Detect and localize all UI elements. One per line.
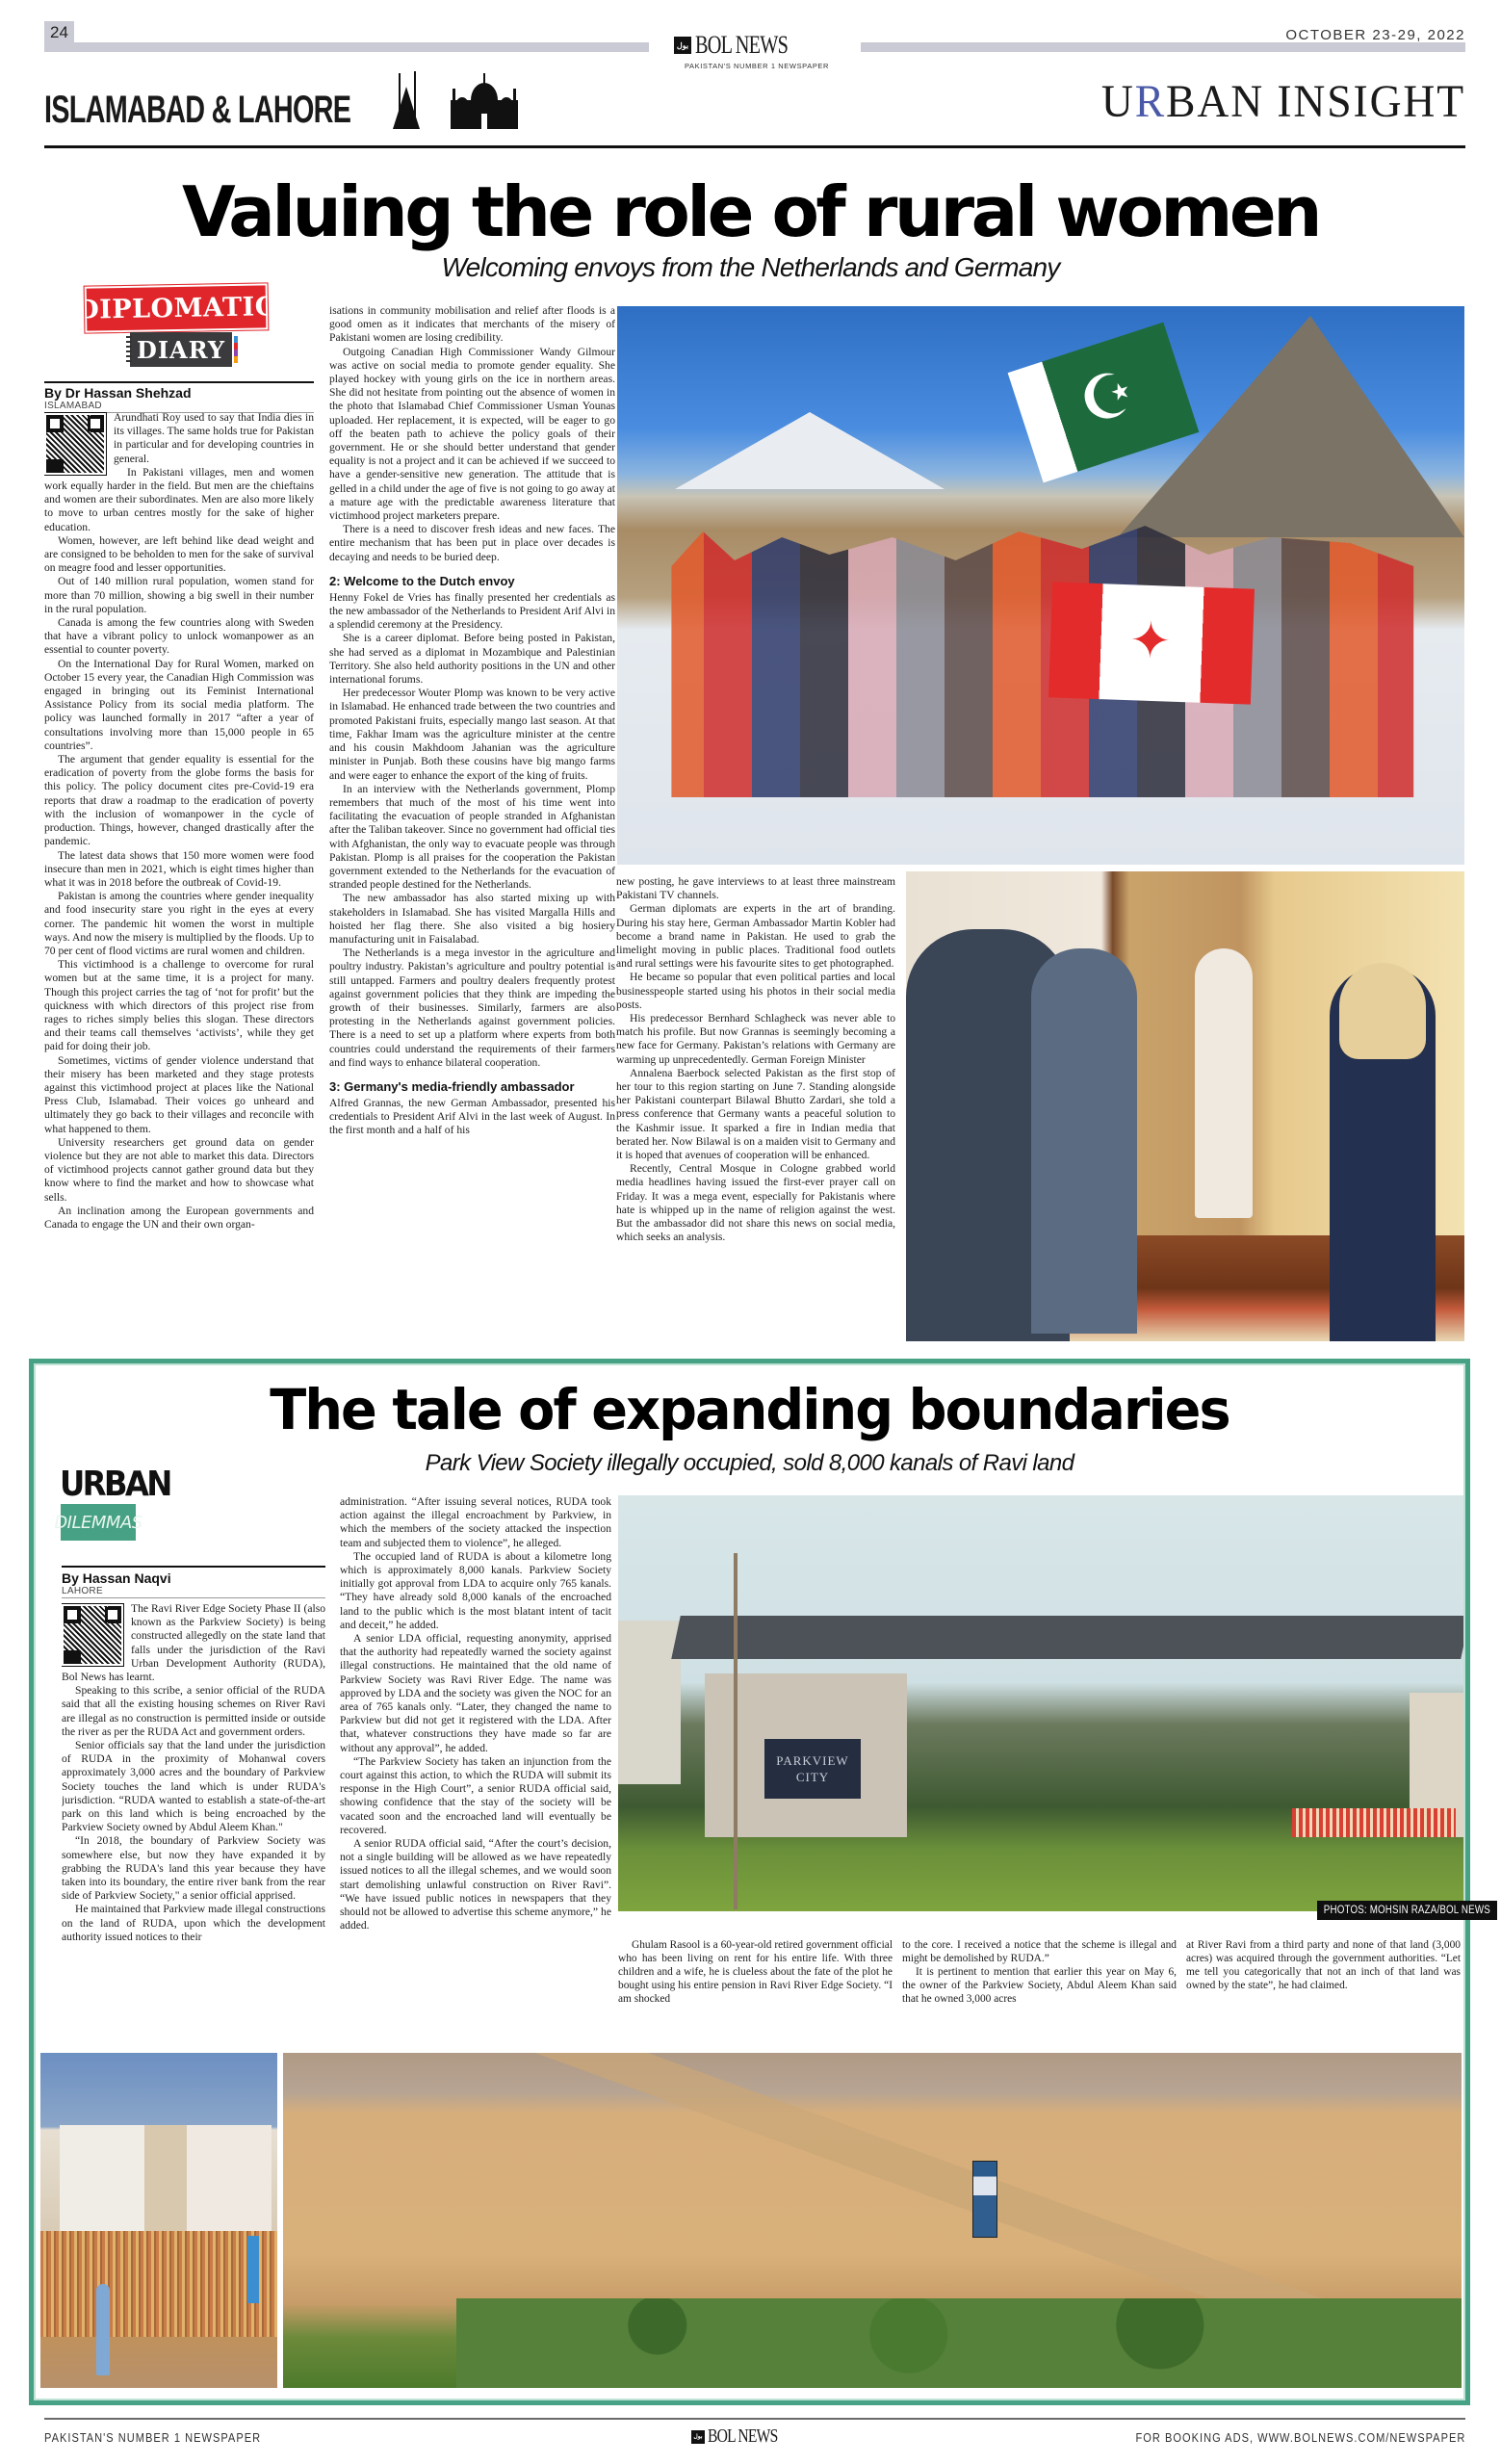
paragraph: This victimhood is a challenge to overcome for rural women but at the same time, it is a project for many. Though this project carries the tag of ‘not for profit’ but the quickness with which directors of this project rise from rages to riches simply belies this slogan. These directors and their teams call themselves ‘activists’, while they get paid for doing their job.	[44, 958, 314, 1053]
article1-column-3	[616, 875, 895, 1337]
truck-icon	[972, 2161, 997, 2238]
dirt-road	[495, 2053, 1322, 2335]
photo-parkview-gate	[618, 1495, 1463, 1911]
paragraph: Alfred Grannas, the new German Ambassador, presented his credentials to President Arif Alvi in the last week of August. In the first month and a half of his	[329, 1096, 615, 1137]
bol-news-logo	[672, 31, 841, 70]
paragraph: Sometimes, victims of gender violence understand that their misery has been marketed and they stage protests against this victimhood project at places like the National Press Club, Islamabad. Their voices go unheard and ultimately they go back to their villages and reconcile with what happened to them.	[44, 1053, 314, 1135]
section-title-cities	[44, 67, 518, 129]
byline-divider	[62, 1597, 325, 1598]
paragraph: An inclination among the European governments and Canada to engage the UN and their own organ-	[44, 1204, 314, 1231]
diplomatic-diary-logo-bottom	[130, 332, 232, 367]
paragraph: University researchers get ground data on gender violence but they are not able to market this data. Directors of victimhood projects cannot gather ground data but they know where to find the market and how to showcase what sells.	[44, 1135, 314, 1204]
parkview-city-sign	[764, 1739, 861, 1799]
paragraph: Out of 140 million rural population, women stand for more than 70 million, showing a big swell in their number in the rural population.	[44, 575, 314, 615]
article2-headline: The tale of expanding boundaries	[270, 1377, 1229, 1442]
section-title-text: ISLAMABAD & LAHORE	[44, 89, 351, 131]
diary-label: DIARY	[137, 335, 225, 364]
issue-date: OCTOBER 23-29, 2022	[1285, 27, 1465, 43]
article1-column-2	[329, 304, 615, 1350]
paragraph: The occupied land of RUDA is about a kilometre long which is approximately 8,000 kanals. Parkview Society initially got approval from LDA to acquire only 765 kanals. “They have already sold 8,000 kanals of the encroached land to the public which is the most blatant intent of tacit and deceit,” he added.	[340, 1549, 611, 1631]
photo-riverbed-truck	[283, 2053, 1462, 2388]
paragraph: The argument that gender equality is essential for the eradication of poverty from the globe forms the basis for this policy. The policy document cites pre-Covid-19 era reports that draw a roadmap to the eradication of poverty with the inclusion of womanpower in the cycle of production. Things, however, changed drastically after the pandemic.	[44, 753, 314, 848]
paragraph: A senior RUDA official said, “After the court’s decision, not a single building will be allowed as we have repeatedly issued notices to all the illegal schemes, and we would soon start demolishing unlawful construction on River Ravi”. “We have issued public notices in newspapers that they should not be allowed to advertise this scheme anymore,” he added.	[340, 1837, 611, 1932]
paragraph: There is a need to discover fresh ideas and new faces. The entire mechanism that has been put in place over decades is decaying and needs to be buried deep.	[329, 523, 615, 563]
logo-tagline: PAKISTAN'S NUMBER 1 NEWSPAPER	[684, 62, 830, 70]
trees-shape	[456, 2298, 1462, 2388]
paragraph: She is a career diplomat. Before being posted in Pakistan, she had served as a diplomat in Mozambique and Palestinian Territory. She also held authority positions in the UN and other international forums.	[329, 632, 615, 687]
masthead-rule	[44, 145, 1465, 148]
canada-flag-icon	[1048, 582, 1255, 704]
building-shape	[618, 1621, 681, 1784]
photo-credit: PHOTOS: MOHSIN RAZA/BOL NEWS	[1317, 1901, 1497, 1920]
paragraph: Annalena Baerbock selected Pakistan as the first stop of her tour to this region starting on June 7. Standing alongside her Pakistani counterpart Bilawal Bhutto Zardari, she told a press conference that Germany wants a peaceful solution to the Kashmir issue. It sparked a fire in Indian media that berated her. Now Bilawal is on a maiden visit to Germany and it is hoped that avenues of cooperation will be enhanced.	[616, 1066, 895, 1162]
urban-insight-part: BAN INSIGHT	[1166, 76, 1465, 127]
palm-tree	[734, 1553, 738, 1909]
paragraph: new posting, he gave interviews to at least three mainstream Pakistani TV channels.	[616, 875, 895, 902]
footer-logo	[691, 2425, 823, 2448]
paragraph: German diplomats are experts in the art of branding. During his stay here, German Ambassador Martin Kobler had become a brand name in Pakistan. He used to grab the limelight moving in public places. Traditional food outlets and rural settings were his favourite sites to get photographed.	[616, 902, 895, 971]
paragraph: isations in community mobilisation and relief after floods is a good omen as it indicates that merchants of the misery of Pakistani women are losing credibility.	[329, 304, 615, 345]
byline-rule	[62, 1566, 325, 1568]
article1-headline: Valuing the role of rural women	[181, 171, 1320, 252]
paragraph: The latest data shows that 150 more women were food insecure than men in 2021, which is eight times higher than what it was in 2018 before the outbreak of Covid-19.	[44, 848, 314, 889]
mosque-skyline-icon	[393, 67, 518, 129]
paragraph: Women, however, are left behind like dead weight and are consigned to be beholden to men for the sake of survival on meagre food and lesser opportunities.	[44, 533, 314, 575]
paragraph: Her predecessor Wouter Plomp was known to be very active in Islamabad. He enhanced trade between the two countries and promoted Pakistani fruits, especially mango last season. At that time, Fakhar Imam was the agriculture minister at the centre and his cousin Makhdoom Jahanian was the agriculture minister in Punjab. Both these cousins have big mango farms and were eager to enhance the export of the king of fruits.	[329, 687, 615, 782]
snow-peak-shape	[675, 412, 945, 489]
bol-logo-icon: بول	[674, 37, 691, 54]
paragraph: Canada is among the few countries along with Sweden that have a vibrant policy to unlock womanpower as an essential to counter poverty.	[44, 616, 314, 657]
paragraph: “The Parkview Society has taken an injunction from the court against this action, to which the RUDA will submit its response in the High Court”, a senior RUDA official said, showing confidence that the stay of the society will be vacated soon and the encroached land will eventually be recovered.	[340, 1754, 611, 1836]
photo-ice-hockey-flags	[617, 306, 1464, 865]
photo-houses-huts	[40, 2053, 277, 2388]
paragraph: Pakistan is among the countries where gender inequality and food insecurity stare you right in the eyes at every corner. The pandemic hit women the worst in multiple ways. And now the misery is multiplied by the floods. Up to 70 per cent of flood victims are rural women and children.	[44, 890, 314, 957]
logo-wordmark: BOL NEWS	[695, 31, 789, 59]
urban-insight-part: U	[1100, 76, 1135, 127]
article2-subheadline: Park View Society illegally occupied, sold 8,000 kanals of Ravi land	[425, 1450, 1074, 1476]
urban-dilemmas-logo-bottom: DILEMMAS	[61, 1504, 136, 1541]
paragraph: “In 2018, the boundary of Parkview Society was somewhere else, but now they have expanded it by grabbing the RUDA's land this year because they have taken into its boundary, the entire river bank from the rear side of Parkview Society," a senior official apprised.	[62, 1834, 325, 1903]
ceremonial-guard	[1195, 948, 1253, 1218]
bol-logo-icon: بول	[691, 2430, 705, 2444]
paragraph: In Pakistani villages, men and women work equally harder in the field. But men are the chieftains and women are their subordinates. Men are also more likely to move to urban centres mostly for the sake of higher education.	[44, 465, 314, 533]
sign-line: CITY	[795, 1770, 830, 1784]
article2-column-3	[618, 1939, 893, 2055]
paragraph: It is pertinent to mention that earlier this year on May 6, the owner of the Parkview Society, Abdul Aleem Khan said that he owned 3,000 acres	[902, 1965, 1177, 2005]
article1-column-1	[44, 411, 314, 1336]
sign-line: PARKVIEW	[776, 1753, 849, 1768]
footer-ads-link[interactable]: FOR BOOKING ADS, WWW.BOLNEWS.COM/NEWSPAPER	[1135, 2430, 1465, 2445]
paragraph: The Netherlands is a mega investor in the agriculture and poultry industry. Pakistan’s agriculture and poultry potential is still untapped. Farmers and poultry dealers frequently protest against government policies that they think are impeding the growth of their businesses. Similarly, farmers are also protesting in the Netherlands against government policies. There is a need to set up a platform where experts from both countries could understand the requirements of their farmers and find ways to enhance bilateral cooperation.	[329, 947, 615, 1069]
footer-logo-wordmark: BOL NEWS	[708, 2425, 778, 2447]
paragraph: On the International Day for Rural Women, marked on October 15 every year, the Canadian High Commission was engaged in bringing out its Feminist International Assistance Policy from its social media platform. The policy was launched formally in 2017 “after a year of consultations involving more than 15,000 people in 65 countries”.	[44, 657, 314, 752]
page-number: 24	[44, 21, 74, 52]
paragraph: The new ambassador has also started mixing up with stakeholders in Islamabad. She has visited Margalla Hills and hoisted her flag there. She also visited a big hosiery manufacturing unit in Faisalabad.	[329, 892, 615, 946]
section-title-urban-insight	[1101, 75, 1465, 128]
article2-byline: By Hassan Naqvi	[62, 1570, 171, 1586]
subhead-dutch-envoy: 2: Welcome to the Dutch envoy	[329, 573, 515, 588]
blue-tarp	[247, 2236, 259, 2303]
paragraph: administration. “After issuing several notices, RUDA took action against the illegal encroachment by Parkview, in which the members of the society attacked the inspection team and subjected them to violence”, he alleged.	[340, 1495, 611, 1549]
paragraph: Henny Fokel de Vries has finally presented her credentials as the new ambassador of the Netherlands to President Arif Alvi in a splendid ceremony at the Presidency.	[329, 590, 615, 632]
masthead-bar-left	[44, 42, 649, 52]
bamboo-fence	[40, 2231, 277, 2337]
article2-column-1	[62, 1602, 325, 2050]
qr-code-icon[interactable]	[44, 413, 106, 475]
paragraph: Speaking to this scribe, a senior official of the RUDA said that all the existing housing schemes on River Ravi are illegal as no construction is permitted inside or outside the river as per the RUDA Act and government orders.	[62, 1684, 325, 1738]
gate-canopy	[671, 1616, 1463, 1659]
paragraph: Senior officials say that the land under the jurisdiction of RUDA in the proximity of Mohanwal covers approximately 3,000 acres and the boundary of Parkview Society touches the land which is under RUDA's jurisdiction. “RUDA wanted to establish a state-of-the-art park on this land which is being encroached by the Parkview Society owned by Abdul Aleem Khan."	[62, 1739, 325, 1834]
urban-dilemmas-logo-top: URBAN	[60, 1465, 170, 1504]
byline-rule	[44, 381, 314, 383]
photo-credentials-ceremony	[906, 871, 1464, 1341]
masthead-bar-right	[861, 42, 1465, 52]
paragraph: Arundhati Roy used to say that India dies in its villages. The same holds true for Pakistan in particular and for developing countries in general.	[114, 411, 314, 465]
paragraph: The Ravi River Edge Society Phase II (also known as the Parkview Society) is being constructed allegedly on the state land that falls under the jurisdiction of the Ravi Urban Development Authority (RUDA), Bol News has learnt.	[62, 1602, 325, 1684]
footer-rule	[44, 2418, 1465, 2420]
paragraph: A senior LDA official, requesting anonymity, apprised that the authority had repeatedly warned the society against illegal constructions. He maintained that the old name of Parkview Society was Ravi River Edge. The name was approved by LDA and the society was given the NOC for an area of 765 kanals only. “Later, they changed the name to Parkview but did not get it registered with the LDA. After that, whatever constructions they have made so far are without any approval”, he added.	[340, 1632, 611, 1754]
subhead-german-ambassador: 3: Germany's media-friendly ambassador	[329, 1078, 575, 1094]
article1-dateline: ISLAMABAD	[44, 401, 102, 411]
diplomatic-diary-logo-top: DIPLOMATIC	[85, 283, 269, 332]
article2-column-5	[1186, 1939, 1461, 2055]
article1-byline: By Dr Hassan Shehzad	[44, 385, 192, 401]
article2-dateline: LAHORE	[62, 1586, 103, 1596]
paragraph: Ghulam Rasool is a 60-year-old retired government official who has been living on rent for his entire life. With three children and a wife, he is clueless about the fate of the plot he bought using his entire pension in Ravi River Edge Society. “I am shocked	[618, 1939, 893, 2005]
urban-insight-accent: R	[1134, 76, 1167, 127]
paragraph: His predecessor Bernhard Schlagheck was never able to match his profile. But now Grannas is seemingly becoming a new face for Germany. Pakistan’s relations with Germany are warming up unprecedentedly. German Foreign Minister	[616, 1012, 895, 1066]
paragraph: Outgoing Canadian High Commissioner Wandy Gilmour was active on social media to promote gender equality. She played hockey with young girls on the ice in northern areas. She did not hesitate from pointing out the absence of women in the photo that Islamabad Chief Commissioner Usman Younas uploaded. Her replacement, it is expected, will be eager to go off the beaten path to achieve the policy goals of their government. He or she should better understand that gender equality is not a project and it can be achieved if we succeed to have a gender-sensitive new generation. The attitude that is gelled in a child under the age of five is not going to go away at a mature age with the predictable awareness literature that victimhood project marketers prepare.	[329, 345, 615, 523]
paragraph: In an interview with the Netherlands government, Plomp remembers that much of the most of his time went into facilitating the evacuation of people stranded in Afghanistan after the Taliban takeover. Since no government had official ties with Afghanistan, the only way to evacuate people was through Pakistan. Plomp is all praises for the cooperation the Pakistan government extended to the Netherlands for the evacuation of stranded people destined for the Netherlands.	[329, 782, 615, 892]
notebook-spiral-icon	[126, 336, 132, 363]
paragraph: Recently, Central Mosque in Cologne grabbed world media headlines having issued the first-ever prayer call on Friday. It was a mega event, especially for Pakistanis where hate is whipped up in the name of religion against the west. But the ambassador did not share this news on social media, which seeks an analysis.	[616, 1162, 895, 1244]
qr-code-icon[interactable]	[62, 1604, 123, 1666]
paragraph: at River Ravi from a third party and none of that land (3,000 acres) was acquired through the government authorities. “Let me tell you categorically that not an inch of that land was owned by the state”, he had claimed.	[1186, 1939, 1461, 1991]
ambassador-hair	[1339, 963, 1426, 1059]
president-figure	[1031, 948, 1137, 1334]
article1-subheadline: Welcoming envoys from the Netherlands and Germany	[441, 252, 1060, 282]
article2-column-2	[340, 1495, 611, 2035]
paragraph: to the core. I received a notice that the scheme is illegal and might be demolished by RUDA.”	[902, 1939, 1177, 1964]
footer-tagline: PAKISTAN'S NUMBER 1 NEWSPAPER	[44, 2430, 262, 2445]
paragraph: He maintained that Parkview made illegal constructions on the land of RUDA, upon which the development authority issued notices to their	[62, 1903, 325, 1943]
barrier-fence	[1292, 1808, 1456, 1837]
article2-column-4	[902, 1939, 1177, 2055]
houses-shape	[60, 2125, 272, 2231]
paragraph: He became so popular that even political parties and local businesspeople started using his photos in their social media posts.	[616, 971, 895, 1011]
notebook-tabs-icon	[234, 336, 238, 363]
person-figure	[96, 2284, 110, 2375]
